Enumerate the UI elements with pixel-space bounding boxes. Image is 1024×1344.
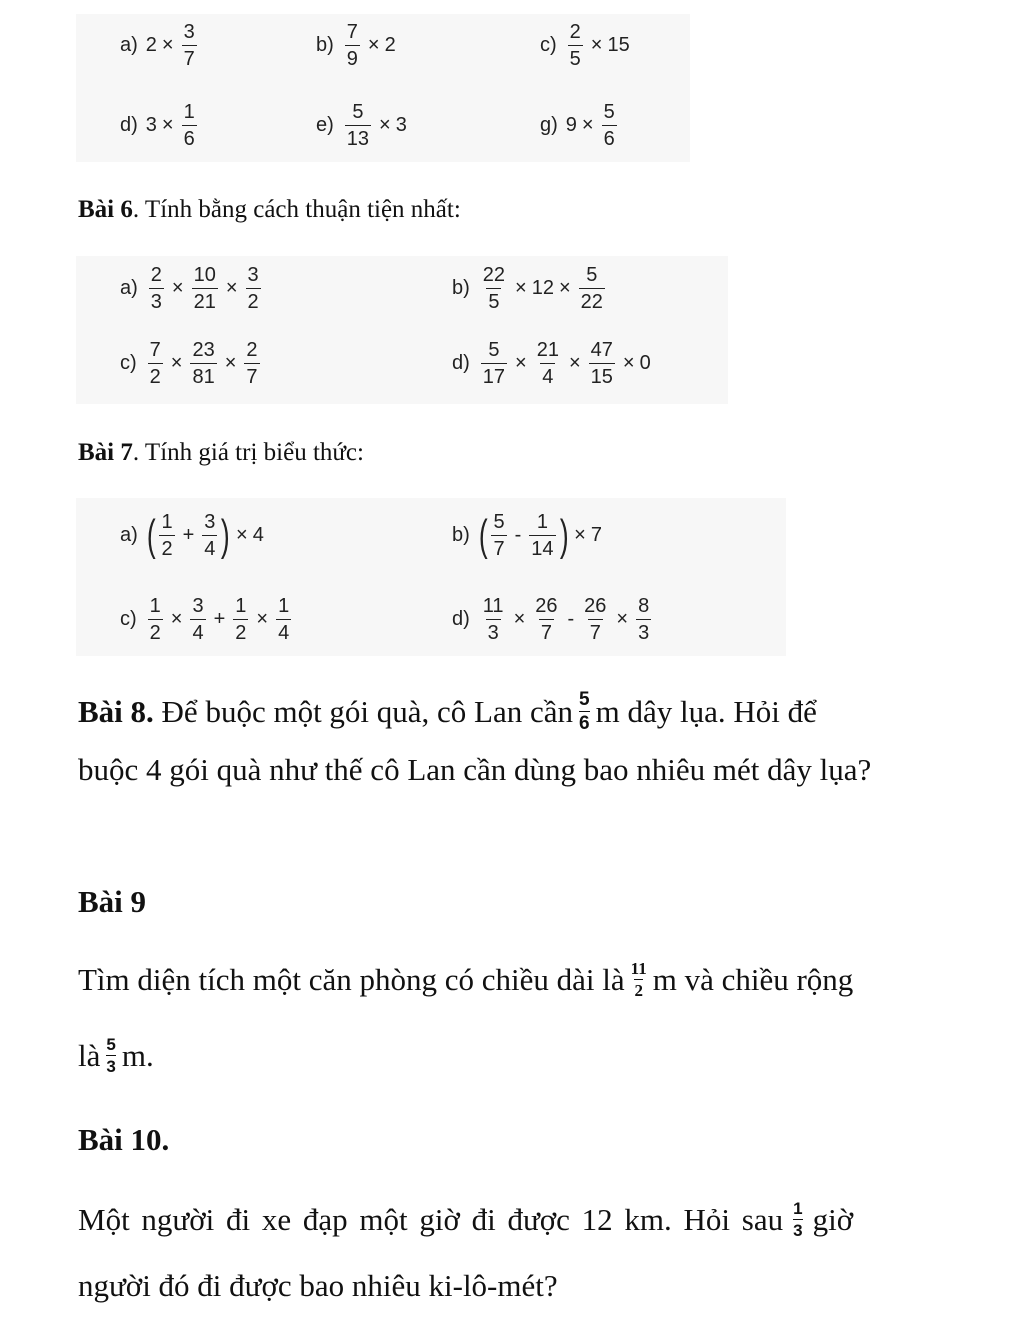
denominator: 5 — [486, 288, 501, 312]
fraction — [582, 596, 608, 643]
denominator: 4 — [276, 619, 291, 643]
bai9-fraction-width — [106, 1036, 115, 1075]
fraction — [345, 22, 360, 69]
bai6-title-rest: . Tính bằng cách thuận tiện nhất: — [132, 196, 461, 223]
denominator: 17 — [481, 363, 507, 387]
fraction — [190, 596, 205, 643]
bai8-fraction — [579, 690, 590, 733]
denominator: 6 — [602, 125, 617, 149]
label: c) — [540, 34, 557, 56]
numerator: 5 — [352, 101, 364, 123]
numerator: 3 — [247, 264, 259, 286]
fraction — [481, 340, 507, 387]
denominator: 5 — [568, 45, 583, 69]
denominator: 2 — [148, 619, 163, 643]
bai8-text-a: Để buộc một gói quà, cô Lan cần — [161, 693, 574, 729]
close-paren: ) — [559, 510, 569, 560]
fraction — [529, 512, 555, 559]
label: e) — [316, 114, 334, 136]
bai10-line-1 — [78, 1200, 853, 1239]
numerator: 11 — [482, 595, 504, 617]
exercise-c — [540, 22, 630, 69]
whole: 12 — [531, 277, 554, 299]
numerator: 10 — [193, 264, 216, 286]
fraction — [589, 340, 615, 387]
close-paren: ) — [221, 510, 231, 560]
operator: × — [574, 524, 586, 546]
denominator: 4 — [190, 619, 205, 643]
operator: × — [379, 114, 391, 136]
numerator: 21 — [536, 339, 559, 361]
denominator: 7 — [539, 619, 554, 643]
bai6-exercise-d — [452, 340, 651, 387]
operator: × — [170, 352, 183, 374]
bai8-line-1 — [78, 690, 817, 733]
bai9-title-text: Bài 9 — [78, 884, 147, 919]
bai9-line-1 — [78, 960, 853, 999]
numerator: 1 — [235, 595, 247, 617]
numerator: 2 — [569, 21, 581, 43]
denominator: 4 — [202, 535, 217, 559]
fraction — [192, 265, 218, 312]
fraction — [481, 596, 506, 643]
fraction — [636, 596, 651, 643]
numerator: 2 — [246, 339, 258, 361]
whole: 3 — [395, 114, 407, 136]
exercise-e — [316, 102, 407, 149]
bai10-text-line2: người đó đi được bao nhiêu ki-lô-mét? — [78, 1268, 558, 1303]
bai7-title — [78, 439, 364, 467]
fraction — [533, 596, 559, 643]
numerator: 23 — [192, 339, 215, 361]
fraction — [345, 102, 371, 149]
bai9-text-c: là — [78, 1037, 101, 1073]
bai10-text-a: Một người đi xe đạp một giờ đi được 12 km. Hỏi sau — [78, 1201, 784, 1237]
operator: × — [171, 277, 184, 299]
fraction — [602, 102, 617, 149]
bai7-exercise-b — [452, 512, 602, 559]
fraction — [481, 265, 507, 312]
exercise-b — [316, 22, 396, 69]
operator: - — [567, 608, 575, 630]
operator: × — [513, 608, 526, 630]
operator: × — [224, 352, 237, 374]
numerator: 1 — [161, 511, 173, 533]
numerator: 2 — [150, 264, 162, 286]
denominator: 13 — [345, 125, 371, 149]
whole: 2 — [384, 34, 396, 56]
bai10-text-b: giờ — [812, 1201, 854, 1237]
numerator: 26 — [535, 595, 558, 617]
operator: × — [616, 608, 629, 630]
operator: × — [236, 524, 248, 546]
numerator: 5 — [579, 689, 590, 710]
operator: × — [367, 34, 380, 56]
fraction — [159, 512, 174, 559]
numerator: 1 — [278, 595, 290, 617]
fraction — [246, 265, 261, 312]
bai8-line-2 — [78, 752, 871, 788]
denominator: 3 — [106, 1057, 116, 1076]
whole: 4 — [252, 524, 264, 546]
denominator: 2 — [634, 981, 643, 1000]
numerator: 1 — [536, 511, 548, 533]
numerator: 5 — [106, 1035, 116, 1054]
label: b) — [316, 34, 334, 56]
numerator: 26 — [584, 595, 607, 617]
numerator: 22 — [482, 264, 506, 286]
numerator: 7 — [149, 339, 161, 361]
operator: × — [170, 608, 183, 630]
denominator: 7 — [244, 363, 259, 387]
denominator: 7 — [182, 45, 197, 69]
bai9-title — [78, 884, 146, 920]
label: b) — [452, 277, 470, 299]
label: a) — [120, 524, 138, 546]
operator: + — [213, 608, 226, 630]
bai10-title — [78, 1122, 169, 1158]
open-paren: ( — [146, 510, 156, 560]
denominator: 7 — [588, 619, 603, 643]
numerator: 3 — [183, 21, 195, 43]
fraction — [202, 512, 217, 559]
operator: × — [161, 114, 174, 136]
bai7-exercise-d — [452, 596, 654, 643]
bai8-title: Bài 8. — [78, 693, 154, 729]
fraction — [149, 265, 164, 312]
bai6-exercise-a — [120, 265, 264, 312]
fraction — [535, 340, 561, 387]
denominator: 7 — [491, 535, 506, 559]
denominator: 6 — [579, 713, 590, 734]
denominator: 3 — [636, 619, 651, 643]
label: d) — [452, 352, 470, 374]
operator: × — [161, 34, 174, 56]
bai9-text-b: m và chiều rộng — [652, 961, 854, 997]
operator: × — [590, 34, 603, 56]
numerator: 1 — [183, 101, 195, 123]
fraction — [148, 340, 163, 387]
numerator: 47 — [590, 339, 613, 361]
bai8-text-line2: buộc 4 gói quà như thế cô Lan cần dùng bao nhiêu mét dây lụa? — [78, 752, 872, 787]
fraction — [491, 512, 506, 559]
label: g) — [540, 114, 558, 136]
bai7-exercise-c — [120, 596, 294, 643]
denominator: 2 — [246, 288, 261, 312]
bai10-title-text: Bài 10. — [78, 1122, 170, 1157]
denominator: 3 — [486, 619, 501, 643]
whole: 3 — [145, 114, 157, 136]
denominator: 81 — [190, 363, 216, 387]
denominator: 2 — [233, 619, 248, 643]
denominator: 21 — [192, 288, 218, 312]
whole: 7 — [590, 524, 602, 546]
fraction — [190, 340, 216, 387]
denominator: 2 — [159, 535, 174, 559]
numerator: 5 — [603, 101, 615, 123]
fraction — [579, 265, 605, 312]
denominator: 6 — [182, 125, 197, 149]
bai9-line-2 — [78, 1036, 154, 1075]
bai7-exercise-a — [120, 512, 264, 559]
operator: × — [558, 277, 571, 299]
fraction — [182, 22, 197, 69]
bai8-text-b: m dây lụa. Hỏi để — [595, 693, 817, 729]
fraction — [148, 596, 163, 643]
denominator: 3 — [793, 1221, 803, 1240]
denominator: 14 — [529, 535, 555, 559]
operator: × — [581, 114, 594, 136]
label: d) — [120, 114, 138, 136]
fraction — [568, 22, 583, 69]
fraction — [233, 596, 248, 643]
operator: + — [182, 524, 195, 546]
whole: 2 — [145, 34, 157, 56]
numerator: 1 — [149, 595, 161, 617]
numerator: 1 — [793, 1199, 803, 1218]
operator: × — [225, 277, 238, 299]
bai9-text-d: m. — [121, 1037, 154, 1073]
label: a) — [120, 277, 138, 299]
bai6-title-bold: Bài 6 — [78, 196, 133, 223]
numerator: 7 — [346, 21, 358, 43]
numerator: 5 — [586, 264, 598, 286]
fraction — [182, 102, 197, 149]
numerator: 5 — [488, 339, 500, 361]
operator: × — [568, 352, 581, 374]
label: a) — [120, 34, 138, 56]
label: c) — [120, 608, 137, 630]
bai9-text-a: Tìm diện tích một căn phòng có chiều dài là — [78, 961, 625, 997]
operator: × — [515, 352, 527, 374]
denominator: 2 — [148, 363, 163, 387]
denominator: 22 — [579, 288, 605, 312]
operator: × — [256, 608, 269, 630]
whole: 0 — [639, 352, 651, 374]
operator: × — [622, 352, 635, 374]
whole: 15 — [607, 34, 630, 56]
numerator: 8 — [638, 595, 650, 617]
numerator: 3 — [204, 511, 216, 533]
bai6-exercise-b — [452, 265, 608, 312]
denominator: 15 — [589, 363, 615, 387]
denominator: 4 — [540, 363, 555, 387]
operator: × — [515, 277, 527, 299]
exercise-g — [540, 102, 620, 149]
bai9-fraction-length — [631, 960, 647, 999]
whole: 9 — [565, 114, 577, 136]
label: d) — [452, 608, 470, 630]
bai10-fraction — [793, 1200, 802, 1239]
bai6-title — [78, 196, 461, 224]
label: c) — [120, 352, 137, 374]
numerator: 11 — [630, 959, 647, 978]
numerator: 5 — [493, 511, 505, 533]
bai6-exercise-c — [120, 340, 263, 387]
exercise-d — [120, 102, 200, 149]
label: b) — [452, 524, 470, 546]
open-paren: ( — [478, 510, 488, 560]
numerator: 3 — [192, 595, 204, 617]
bai10-line-2 — [78, 1268, 558, 1304]
bai7-title-bold: Bài 7 — [78, 439, 133, 466]
denominator: 3 — [149, 288, 164, 312]
operator: - — [514, 524, 522, 546]
exercise-a — [120, 22, 200, 69]
fraction — [244, 340, 259, 387]
fraction — [276, 596, 291, 643]
bai7-title-rest: . Tính giá trị biểu thức: — [132, 439, 364, 466]
denominator: 9 — [345, 45, 360, 69]
